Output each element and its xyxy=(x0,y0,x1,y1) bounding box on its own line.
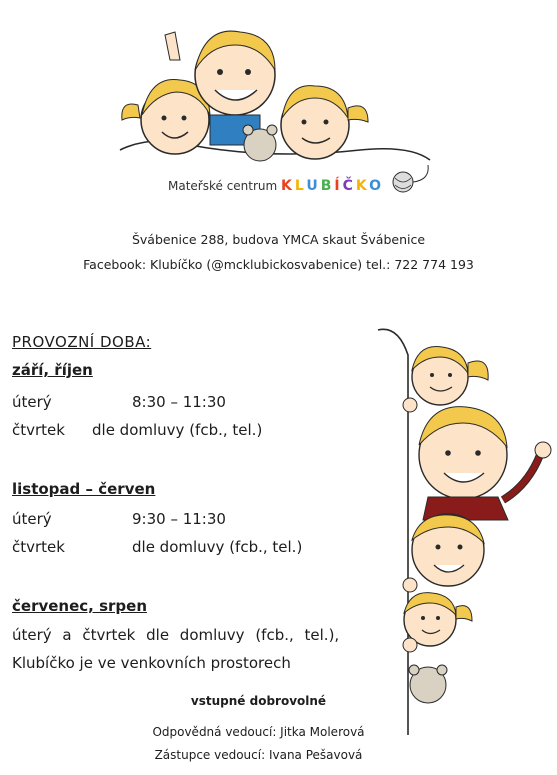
brand-letter: K xyxy=(355,178,370,194)
brand-prefix: Mateřské centrum xyxy=(168,179,278,193)
schedule-day: úterý xyxy=(12,393,52,411)
manager-line: Odpovědná vedoucí: Jitka Molerová xyxy=(152,725,365,739)
schedule-time: 8:30 – 11:30 xyxy=(132,393,226,411)
brand-logo-word xyxy=(281,178,384,194)
brand-letter: K xyxy=(281,178,295,194)
brand-line xyxy=(168,178,384,194)
deputy-line: Zástupce vedoucí: Ivana Pešavová xyxy=(154,748,363,762)
side-kids-illustration xyxy=(368,325,553,745)
summer-note-line: úterý a čtvrtek dle domluvy (fcb., tel.), xyxy=(12,626,340,644)
schedule-time: 9:30 – 11:30 xyxy=(132,510,226,528)
schedule-note: dle domluvy (fcb., tel.) xyxy=(132,538,303,556)
schedule-day: úterý xyxy=(12,510,52,528)
entry-fee-note: vstupné dobrovolné xyxy=(190,694,327,708)
brand-letter: U xyxy=(306,178,321,194)
schedule-note: dle domluvy (fcb., tel.) xyxy=(92,421,263,439)
season-heading: září, říjen xyxy=(12,361,93,379)
facebook-contact-line: Facebook: Klubíčko (@mcklubickosvabenice) tel.: 722 774 193 xyxy=(83,257,474,272)
summer-note-line: Klubíčko je ve venkovních prostorech xyxy=(12,654,291,672)
brand-letter: B xyxy=(320,178,335,194)
season-heading: listopad – červen xyxy=(12,480,156,498)
brand-letter: O xyxy=(369,178,385,194)
schedule-day: čtvrtek xyxy=(12,421,65,439)
season-heading: červenec, srpen xyxy=(12,597,147,615)
brand-letter: L xyxy=(294,178,307,194)
schedule-day: čtvrtek xyxy=(12,538,65,556)
address-line: Švábenice 288, budova YMCA skaut Švábenice xyxy=(131,232,426,247)
schedule-title: PROVOZNÍ DOBA: xyxy=(12,333,152,351)
brand-letter: Í xyxy=(334,178,343,194)
brand-letter: Č xyxy=(342,178,356,194)
